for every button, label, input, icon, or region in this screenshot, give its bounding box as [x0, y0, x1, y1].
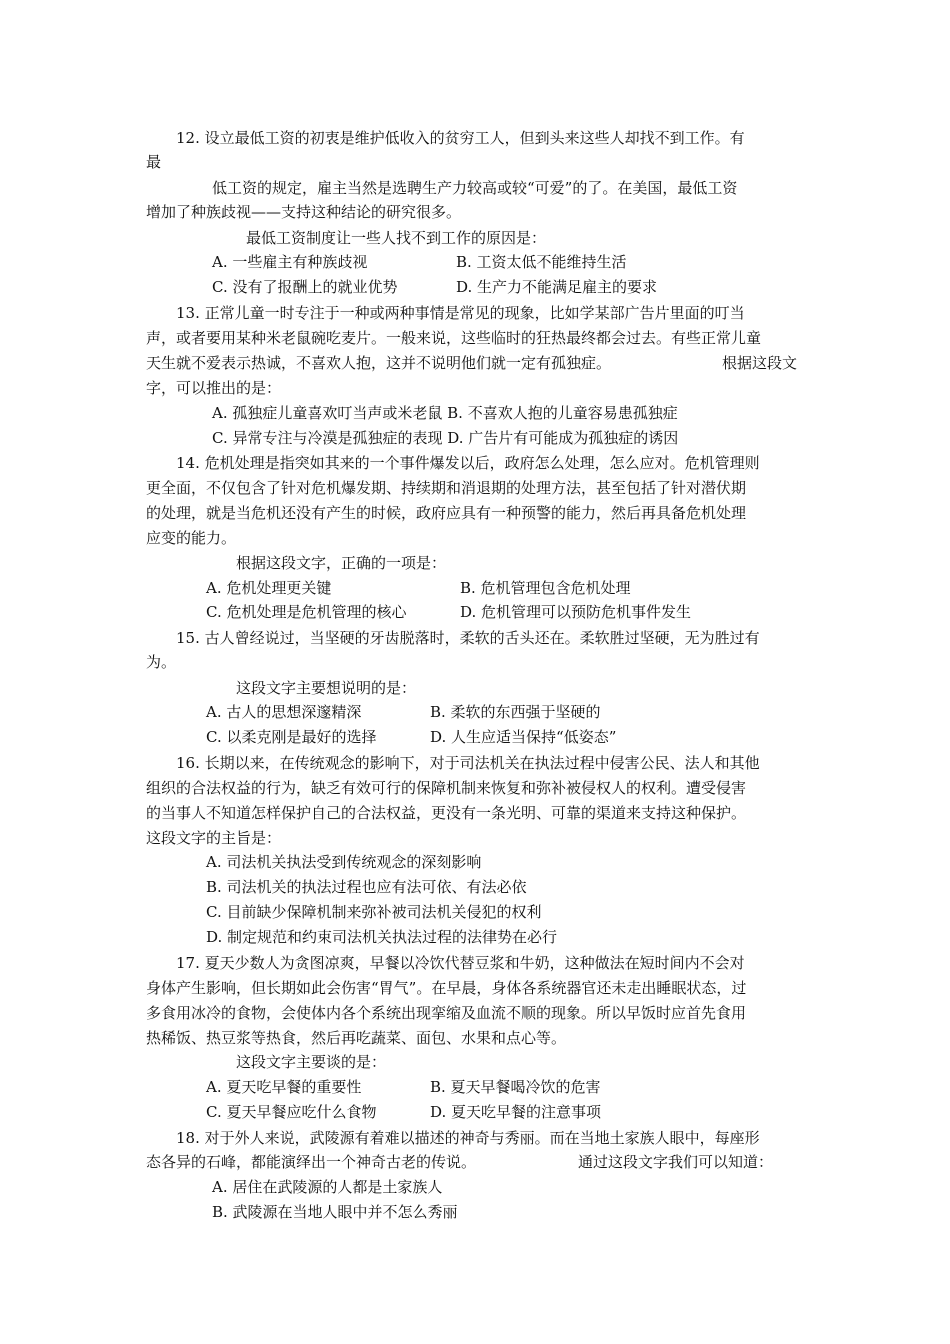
q15-option-b: B. 柔软的东西强于坚硬的 [430, 703, 601, 721]
q12-stem-line-1: 12. 设立最低工资的初衷是维护低收入的贫穷工人，但到头来这些人却找不到工作。有 [176, 129, 745, 147]
q16-prompt: 这段文字的主旨是： [146, 829, 282, 847]
q18-prompt: 通过这段文字我们可以知道： [578, 1153, 774, 1171]
q17-stem-line-4: 热稀饭、热豆浆等热食，然后再吃蔬菜、面包、水果和点心等。 [146, 1029, 567, 1047]
q13-stem-line-2: 声，或者要用某种米老鼠碗吃麦片。一般来说，这些临时的狂热最终都会过去。有些正常儿童 [146, 329, 762, 347]
q18-stem-line-2: 态各异的石峰，都能演绎出一个神奇古老的传说。 [146, 1153, 477, 1171]
q12-option-a: A. 一些雇主有种族歧视 [212, 253, 368, 271]
q16-stem-line-2: 组织的合法权益的行为，缺乏有效可行的保障机制来恢复和弥补被侵权人的权利。遭受侵害 [146, 779, 747, 797]
q17-stem-line-2: 身体产生影响，但长期如此会伤害“胃气”。在早晨，身体各系统器官还未走出睡眠状态，过 [146, 979, 747, 997]
q14-stem-line-4: 应变的能力。 [146, 529, 237, 547]
q12-option-b: B. 工资太低不能维持生活 [456, 253, 627, 271]
q13-options-ab: A. 孤独症儿童喜欢叮当声或米老鼠 B. 不喜欢人抱的儿童容易患孤独症 [212, 404, 678, 422]
q15-stem-line-2: 为。 [146, 653, 177, 671]
q14-stem-line-2: 更全面，不仅包含了针对危机爆发期、持续期和消退期的处理方法，甚至包括了针对潜伏期 [146, 479, 747, 497]
q13-stem-line-1: 13. 正常儿童一时专注于一种或两种事情是常见的现象，比如学某部广告片里面的叮当 [176, 304, 745, 322]
q12-stem-line-3: 低工资的规定，雇主当然是选聘生产力较高或较“可爱”的了。在美国，最低工资 [212, 179, 738, 197]
q16-stem-line-1: 16. 长期以来，在传统观念的影响下，对于司法机关在执法过程中侵害公民、法人和其他 [176, 754, 760, 772]
q17-prompt: 这段文字主要谈的是： [236, 1053, 387, 1071]
q16-stem-line-3: 的当事人不知道怎样保护自己的合法权益，更没有一条光明、可靠的渠道来支持这种保护。 [146, 804, 747, 822]
q15-option-a: A. 古人的思想深邃精深 [206, 703, 362, 721]
q18-option-a: A. 居住在武陵源的人都是土家族人 [212, 1178, 443, 1196]
q16-option-a: A. 司法机关执法受到传统观念的深刻影响 [206, 853, 482, 871]
q12-stem-line-2: 最 [146, 153, 162, 171]
q15-option-d: D. 人生应适当保持“低姿态” [430, 728, 617, 746]
q14-stem-line-1: 14. 危机处理是指突如其来的一个事件爆发以后，政府怎么处理，怎么应对。危机管理则 [176, 454, 760, 472]
q15-prompt: 这段文字主要想说明的是： [236, 679, 417, 697]
q13-stem-line-3: 天生就不爱表示热诚，不喜欢人抱，这并不说明他们就一定有孤独症。 [146, 354, 612, 372]
q16-option-b: B. 司法机关的执法过程也应有法可依、有法必依 [206, 878, 527, 896]
q12-stem-line-4: 增加了种族歧视——支持这种结论的研究很多。 [146, 203, 462, 221]
q17-option-b: B. 夏天早餐喝冷饮的危害 [430, 1078, 601, 1096]
q17-stem-line-3: 多食用冰冷的食物，会使体内各个系统出现挛缩及血流不顺的现象。所以早饭时应首先食用 [146, 1004, 747, 1022]
q15-stem-line-1: 15. 古人曾经说过，当坚硬的牙齿脱落时，柔软的舌头还在。柔软胜过坚硬，无为胜过有 [176, 629, 760, 647]
q15-option-c: C. 以柔克刚是最好的选择 [206, 728, 377, 746]
q16-option-c: C. 目前缺少保障机制来弥补被司法机关侵犯的权利 [206, 903, 542, 921]
q13-prompt-start: 根据这段文 [722, 354, 798, 372]
q13-options-cd: C. 异常专注与冷漠是孤独症的表现 D. 广告片有可能成为孤独症的诱因 [212, 429, 679, 447]
q14-option-d: D. 危机管理可以预防危机事件发生 [460, 603, 692, 621]
q17-option-c: C. 夏天早餐应吃什么食物 [206, 1103, 377, 1121]
q14-option-b: B. 危机管理包含危机处理 [460, 579, 631, 597]
q14-option-a: A. 危机处理更关键 [206, 579, 332, 597]
q18-stem-line-1: 18. 对于外人来说，武陵源有着难以描述的神奇与秀丽。而在当地土家族人眼中，每座形 [176, 1129, 760, 1147]
q14-option-c: C. 危机处理是危机管理的核心 [206, 603, 407, 621]
q14-stem-line-3: 的处理，就是当危机还没有产生的时候，政府应具有一种预警的能力，然后再具备危机处理 [146, 504, 747, 522]
q16-option-d: D. 制定规范和约束司法机关执法过程的法律势在必行 [206, 928, 558, 946]
q12-option-d: D. 生产力不能满足雇主的要求 [456, 278, 658, 296]
q17-option-a: A. 夏天吃早餐的重要性 [206, 1078, 362, 1096]
q17-stem-line-1: 17. 夏天少数人为贪图凉爽，早餐以冷饮代替豆浆和牛奶，这种做法在短时间内不会对 [176, 954, 745, 972]
q14-prompt: 根据这段文字，正确的一项是： [236, 554, 447, 572]
q17-option-d: D. 夏天吃早餐的注意事项 [430, 1103, 602, 1121]
q12-option-c: C. 没有了报酬上的就业优势 [212, 278, 398, 296]
q13-prompt-end: 字，可以推出的是： [146, 379, 282, 397]
q18-option-b: B. 武陵源在当地人眼中并不怎么秀丽 [212, 1203, 458, 1221]
q12-prompt: 最低工资制度让一些人找不到工作的原因是： [246, 229, 547, 247]
